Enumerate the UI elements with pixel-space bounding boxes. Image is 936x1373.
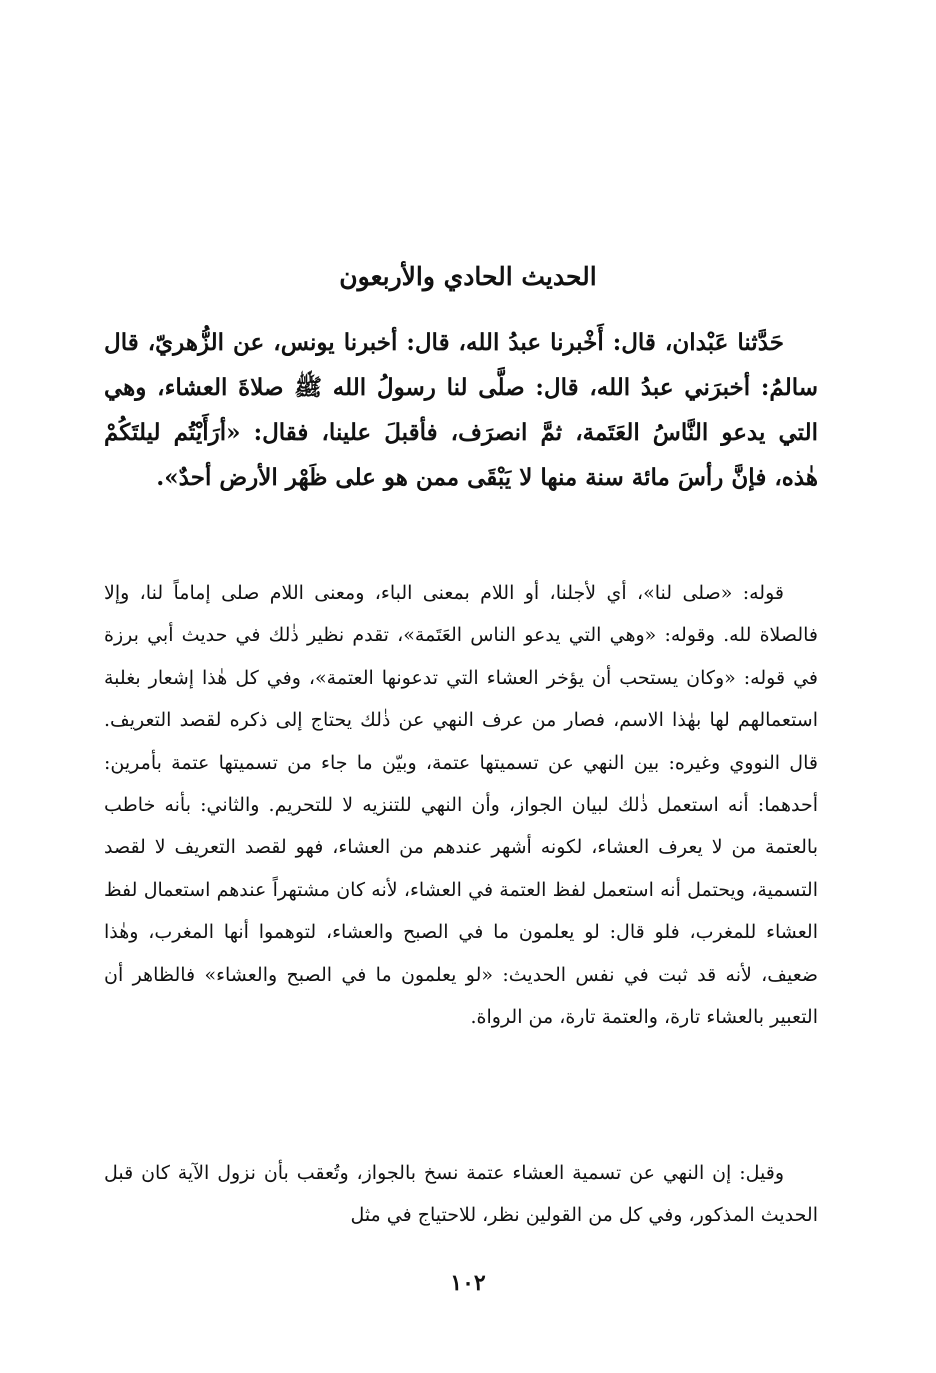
chapter-title: الحديث الحادي والأربعون bbox=[339, 262, 597, 291]
page-number: ١٠٢ bbox=[450, 1270, 486, 1296]
commentary-paragraph-2: وقيل: إن النهي عن تسمية العشاء عتمة نسخ بالجواز، وتُعقب بأن نزول الآية كان قبل الحديث المذكور، وفي كل من القولين نظر، للاحتياج في مثل bbox=[104, 1162, 818, 1227]
commentary-paragraph-1: قوله: «صلى لنا»، أي لأجلنا، أو اللام بمعنى الباء، ومعنى اللام صلى إماماً لنا، وإلا فالصلاة لله. وقوله: «وهي التي يدعو الناس العَتَمة»، تقدم نظير ذٰلك في حديث أبي برزة في قوله: «وكان يستحب أن يؤخر العشاء التي تدعونها العتمة»، وفي كل هٰذا إشعار بغلبة استعمالهم لها بهٰذا الاسم، فصار من عرف النهي عن ذٰلك يحتاج إلى ذكره لقصد التعريف. قال النووي وغيره: بين النهي عن تسميتها عتمة، وبيّن ما جاء من تسميتها عتمة بأمرين: أحدهما: أنه استعمل ذٰلك لبيان الجواز، وأن النهي للتنزيه لا للتحريم. والثاني: بأنه خاطب بالعتمة من لا يعرف العشاء، لكونه أشهر عندهم من العشاء، فهو لقصد التعريف لا لقصد التسمية، ويحتمل أنه استعمل لفظ العتمة في العشاء، لأنه كان مشتهراً عندهم استعمال لفظ العشاء للمغرب، فلو قال: لو يعلمون ما في الصبح والعشاء، لتوهموا أنها المغرب، وهٰذا ضعيف، لأنه قد ثبت في نفس الحديث: «لو يعلمون ما في الصبح والعشاء» فالظاهر أن التعبير بالعشاء تارة، والعتمة تارة، من الرواة. bbox=[104, 582, 818, 1029]
hadith-text: حَدَّثنا عَبْدان، قال: أَخْبرنا عبدُ الله، قال: أخبرنا يونس، عن الزُّهريّ، قال سالمُ: أخبرَني عبدُ الله، قال: صلَّى لنا رسولُ الله ﷺ صلاةَ العشاء، وهي التي يدعو النَّاسُ العَتَمة، ثمَّ انصرَف، فأقبلَ علينا، فقال: «أرَأَيْتُم ليلتَكُمْ هٰذه، فإنَّ رأسَ مائة سنة منها لا يَبْقَى ممن هو على ظَهْر الأرض أحدٌ». bbox=[104, 329, 818, 491]
